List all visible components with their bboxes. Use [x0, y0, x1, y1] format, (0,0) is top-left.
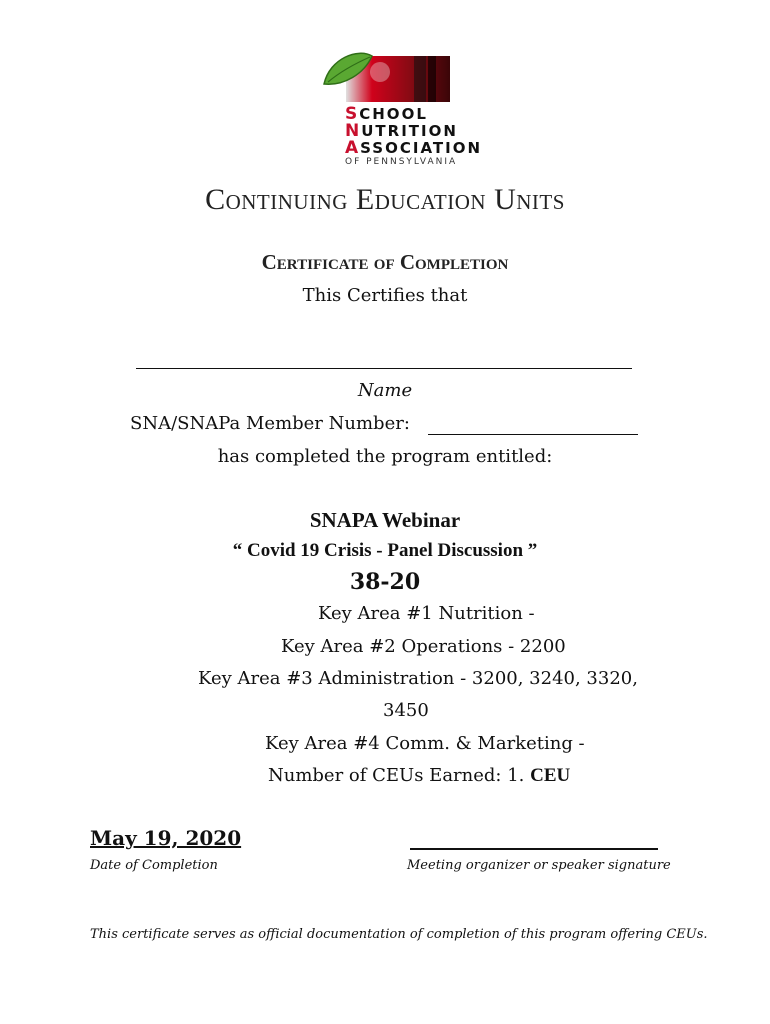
- course-number: 38-20: [349, 569, 421, 595]
- key-area-4: Key Area #4 Comm. & Marketing -: [265, 733, 585, 754]
- program-topic: “ Covid 19 Crisis - Panel Discussion ”: [232, 540, 538, 561]
- certificate-subtitle: Certificate of Completion: [261, 250, 509, 274]
- key-area-1: Key Area #1 Nutrition -: [318, 603, 535, 624]
- member-number-line[interactable]: [428, 434, 638, 435]
- member-number-label: SNA/SNAPa Member Number:: [130, 413, 410, 434]
- certifies-text: This Certifies that: [302, 285, 468, 306]
- date-label: Date of Completion: [90, 858, 218, 873]
- signature-label: Meeting organizer or speaker signature: [407, 858, 671, 873]
- logo-word-nutrition: NUTRITION: [345, 121, 458, 141]
- key-area-3-continued: 3450: [383, 700, 429, 721]
- logo-word-school: SCHOOL: [345, 104, 428, 124]
- certificate-title: Continuing Education Units: [205, 183, 565, 216]
- ceus-label: Number of CEUs Earned: 1.: [268, 765, 525, 786]
- logo-word-pennsylvania: OF PENNSYLVANIA: [345, 157, 458, 167]
- name-label: Name: [357, 380, 413, 401]
- footer-note: This certificate serves as official documentation of completion of this program offering CEUs.: [90, 927, 708, 942]
- completion-date: May 19, 2020: [90, 826, 242, 850]
- logo-word-association: ASSOCIATION: [345, 138, 483, 158]
- signature-line[interactable]: [410, 848, 658, 850]
- name-line[interactable]: [136, 368, 632, 369]
- ceus-earned: [268, 765, 570, 787]
- key-area-2: Key Area #2 Operations - 2200: [281, 636, 566, 657]
- ceus-unit: CEU: [530, 765, 571, 786]
- completed-text: has completed the program entitled:: [217, 446, 553, 467]
- program-type: SNAPA Webinar: [309, 508, 461, 532]
- key-area-3: Key Area #3 Administration - 3200, 3240, 3320,: [198, 668, 638, 689]
